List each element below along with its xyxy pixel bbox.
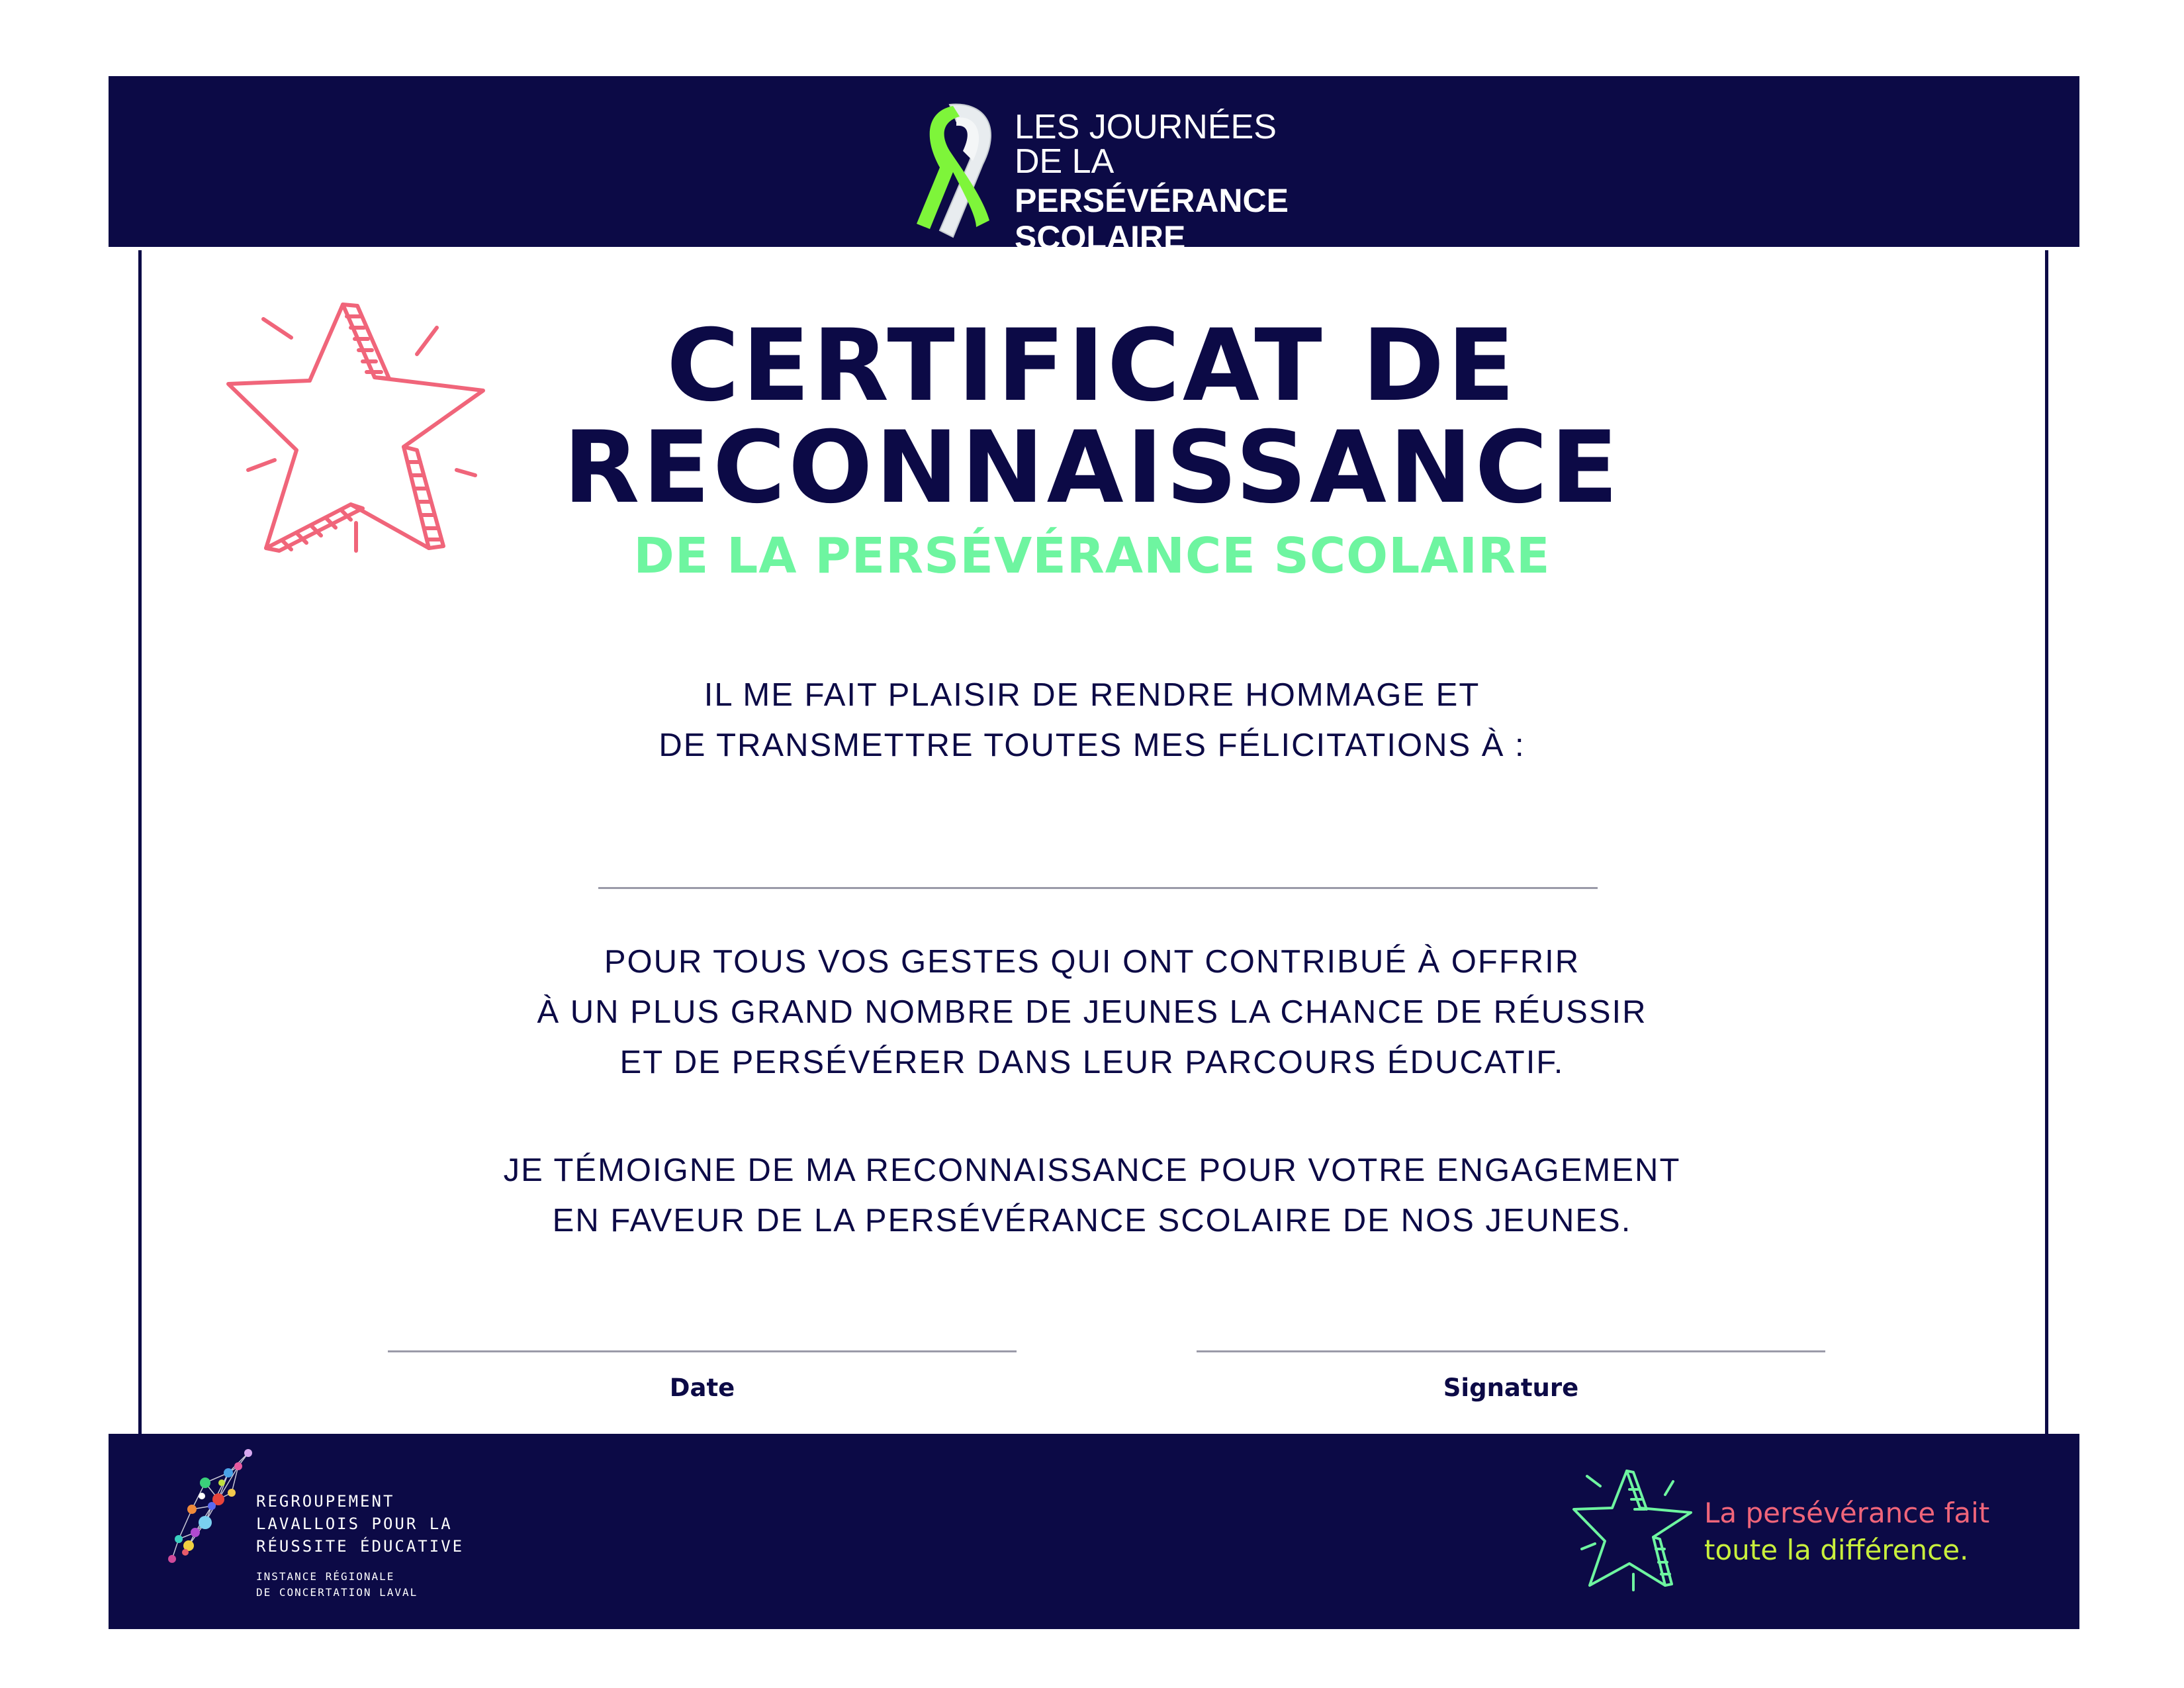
logo-title-line2: PERSÉVÉRANCE bbox=[1015, 182, 1289, 219]
date-line[interactable] bbox=[388, 1350, 1017, 1352]
body-text bbox=[0, 937, 2184, 1088]
organization-subtitle bbox=[256, 1569, 418, 1601]
closing-line: EN FAVEUR DE LA PERSÉVÉRANCE SCOLAIRE DE NOS JEUNES. bbox=[552, 1203, 1632, 1239]
slogan-block bbox=[1569, 1463, 2052, 1595]
ribbon-icon bbox=[903, 98, 1009, 240]
closing-line: JE TÉMOIGNE DE MA RECONNAISSANCE POUR VOTRE ENGAGEMENT bbox=[503, 1152, 1681, 1188]
slogan-line1: La persévérance fait bbox=[1704, 1497, 1990, 1529]
slogan bbox=[1704, 1495, 1989, 1569]
slogan-line2: toute la différence. bbox=[1704, 1534, 1969, 1566]
intro-text bbox=[0, 670, 2184, 771]
org-name-line: RÉUSSITE ÉDUCATIVE bbox=[256, 1537, 465, 1556]
intro-line: DE TRANSMETTRE TOUTES MES FÉLICITATIONS À : bbox=[659, 727, 1525, 763]
signature-line[interactable] bbox=[1197, 1350, 1825, 1352]
org-name-line: LAVALLOIS POUR LA bbox=[256, 1515, 453, 1533]
certificate-title-line2: RECONNAISSANCE bbox=[563, 410, 1621, 526]
signature-label: Signature bbox=[1443, 1374, 1579, 1402]
logo-title-line3: SCOLAIRE bbox=[1015, 219, 1186, 256]
organization-name bbox=[256, 1490, 464, 1558]
certificate-title-line1: CERTIFICAT DE bbox=[666, 308, 1518, 424]
header-logo bbox=[903, 98, 1314, 256]
org-sub-line: INSTANCE RÉGIONALE bbox=[256, 1570, 395, 1583]
date-label: Date bbox=[669, 1374, 735, 1402]
intro-line: IL ME FAIT PLAISIR DE RENDRE HOMMAGE ET bbox=[704, 677, 1480, 713]
body-line: ET DE PERSÉVÉRER DANS LEUR PARCOURS ÉDUCATIF. bbox=[619, 1045, 1565, 1080]
closing-text bbox=[0, 1145, 2184, 1246]
body-line: À UN PLUS GRAND NOMBRE DE JEUNES LA CHANCE DE RÉUSSIR bbox=[537, 994, 1647, 1030]
org-name-line: REGROUPEMENT bbox=[256, 1492, 395, 1511]
organization-logo bbox=[165, 1446, 510, 1612]
certificate-subtitle: DE LA PERSÉVÉRANCE SCOLAIRE bbox=[633, 528, 1551, 585]
recipient-name-line[interactable] bbox=[598, 887, 1598, 889]
small-star-icon bbox=[1569, 1463, 1701, 1595]
org-sub-line: DE CONCERTATION LAVAL bbox=[256, 1586, 418, 1599]
body-line: POUR TOUS VOS GESTES QUI ONT CONTRIBUÉ À OFFRIR bbox=[604, 944, 1580, 980]
logo-title-line1: LES JOURNÉES DE LA bbox=[1015, 108, 1277, 181]
network-map-icon bbox=[165, 1446, 265, 1572]
